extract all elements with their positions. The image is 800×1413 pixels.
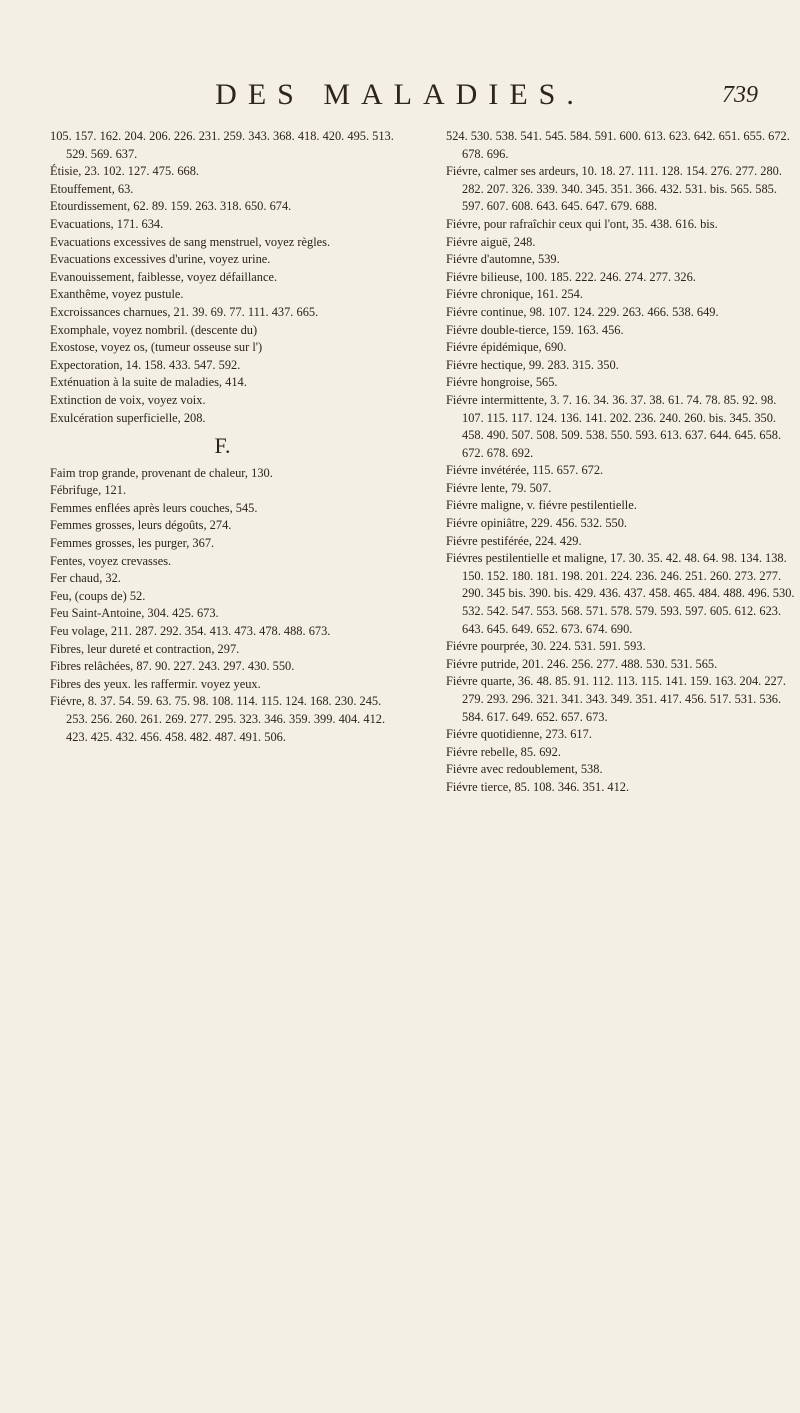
index-entry: Fiévre double-tierce, 159. 163. 456. [446, 322, 624, 337]
index-entry: Fiévre hectique, 99. 283. 315. 350. [446, 357, 619, 372]
index-entry: 524. 530. 538. 541. 545. 584. 591. 600. 613. 623. 642. 651. 655. 672. 678. 696. [446, 129, 790, 161]
index-entry: Fiévre chronique, 161. 254. [446, 287, 583, 302]
index-entry: Fiévre, pour rafraîchir ceux qui l'ont, 35. 438. 616. bis. [446, 216, 718, 231]
index-entry: 105. 157. 162. 204. 206. 226. 231. 259. 343. 368. 418. 420. 495. 513. 529. 569. 637. [50, 129, 394, 161]
page-number: 739 [722, 82, 758, 108]
index-entry: Extinction de voix, voyez voix. [50, 392, 206, 407]
right-column [446, 128, 796, 797]
index-entry: Exténuation à la suite de maladies, 414. [50, 375, 247, 390]
index-entry: Fiévres pestilentielle et maligne, 17. 30. 35. 42. 48. 64. 98. 134. 138. 150. 152. 180. 181. 198. 201. 224. 236. 246. 251. 260. 273. 277. 290. 345 bis. 390. bis. 429. 436. 437. 458. 465. 484. 488. 496. 530. 532. 542. 547. 553. 568. 571. 578. 579. 593. 597. 605. 612. 623. 643. 645. 649. 652. 673. 674. 690. [446, 551, 795, 636]
index-entry: Fiévre tierce, 85. 108. 346. 351. 412. [446, 779, 630, 794]
index-entry: Fiévre, calmer ses ardeurs, 10. 18. 27. 111. 128. 154. 276. 277. 280. 282. 207. 326. 339. 340. 345. 351. 366. 432. 531. bis. 565. 585. 597. 607. 608. 643. 645. 647. 679. 688. [446, 164, 782, 214]
section-letter-f: F. [214, 433, 231, 459]
index-entry: Evacuations, 171. 634. [50, 216, 164, 231]
index-entry: Exanthême, voyez pustule. [50, 287, 184, 302]
index-entry: Femmes enflées après leurs couches, 545. [50, 500, 258, 515]
index-entry: Fiévre hongroise, 565. [446, 375, 558, 390]
index-entry: Fiévre lente, 79. 507. [446, 480, 552, 495]
index-entry: Fentes, voyez crevasses. [50, 553, 172, 568]
index-entry: Fiévre pourprée, 30. 224. 531. 591. 593. [446, 639, 646, 654]
index-entry: Evanouissement, faiblesse, voyez défaillance. [50, 269, 278, 284]
index-entry: Fiévre continue, 98. 107. 124. 229. 263. 466. 538. 649. [446, 304, 719, 319]
index-entry: Excroissances charnues, 21. 39. 69. 77. 111. 437. 665. [50, 304, 319, 319]
index-entry: Fiévre d'automne, 539. [446, 252, 560, 267]
index-entry: Fiévre quotidienne, 273. 617. [446, 727, 592, 742]
index-entry: Fiévre putride, 201. 246. 256. 277. 488. 530. 531. 565. [446, 656, 718, 671]
index-entry: Feu Saint-Antoine, 304. 425. 673. [50, 606, 219, 621]
index-entry: Etourdissement, 62. 89. 159. 263. 318. 650. 674. [50, 199, 292, 214]
index-entry: Fiévre bilieuse, 100. 185. 222. 246. 274. 277. 326. [446, 269, 696, 284]
index-entry: Fiévre maligne, v. fiévre pestilentielle. [446, 498, 637, 513]
index-entry: Fiévre quarte, 36. 48. 85. 91. 112. 113. 115. 141. 159. 163. 204. 227. 279. 293. 296. 321. 341. 343. 349. 351. 417. 456. 517. 531. 536. 584. 617. 649. 652. 657. 673. [446, 674, 787, 724]
index-entry: Fiévre épidémique, 690. [446, 340, 567, 355]
entries-right-list [446, 128, 796, 797]
index-entry: Fiévre intermittente, 3. 7. 16. 34. 36. 37. 38. 61. 74. 78. 85. 92. 98. 107. 115. 117. 124. 136. 141. 202. 236. 240. 260. bis. 345. 350. 458. 490. 507. 508. 509. 538. 550. 593. 613. 637. 644. 645. 658. 672. 678. 692. [446, 392, 782, 460]
index-entry: Fibres, leur dureté et contraction, 297. [50, 641, 240, 656]
left-column [50, 128, 395, 746]
index-entry: Feu, (coups de) 52. [50, 588, 146, 603]
index-entry: Evacuations excessives d'urine, voyez urine. [50, 252, 271, 267]
index-entry: Femmes grosses, leurs dégoûts, 274. [50, 518, 232, 533]
entries-f-list [50, 465, 395, 747]
index-entry: Fiévre pestiférée, 224. 429. [446, 533, 582, 548]
index-entry: Fiévre invétérée, 115. 657. 672. [446, 463, 604, 478]
index-entry: Fiévre aiguë, 248. [446, 234, 536, 249]
entries-e-list [50, 128, 395, 427]
index-entry: Femmes grosses, les purger, 367. [50, 536, 215, 551]
index-entry: Evacuations excessives de sang menstruel, voyez règles. [50, 234, 331, 249]
index-entry: Fiévre rebelle, 85. 692. [446, 744, 561, 759]
index-entry: Feu volage, 211. 287. 292. 354. 413. 473. 478. 488. 673. [50, 624, 331, 639]
index-entry: Exulcération superficielle, 208. [50, 410, 206, 425]
index-entry: Etouffement, 63. [50, 181, 134, 196]
index-entry: Fer chaud, 32. [50, 571, 121, 586]
index-entry: Fébrifuge, 121. [50, 483, 127, 498]
index-entry: Fibres relâchées, 87. 90. 227. 243. 297. 430. 550. [50, 659, 295, 674]
index-entry: Exomphale, voyez nombril. (descente du) [50, 322, 258, 337]
running-header [0, 78, 800, 118]
index-entry: Fiévre, 8. 37. 54. 59. 63. 75. 98. 108. 114. 115. 124. 168. 230. 245. 253. 256. 260. 261. 269. 277. 295. 323. 346. 359. 399. 404. 412. 423. 425. 432. 456. 458. 482. 487. 491. 506. [50, 694, 386, 744]
running-title: DES MALADIES. [215, 78, 585, 111]
index-entry: Fiévre avec redoublement, 538. [446, 762, 603, 777]
index-entry: Fibres des yeux. les raffermir. voyez yeux. [50, 676, 261, 691]
index-entry: Faim trop grande, provenant de chaleur, 130. [50, 465, 273, 480]
index-entry: Exostose, voyez os, (tumeur osseuse sur l') [50, 340, 263, 355]
index-entry: Fiévre opiniâtre, 229. 456. 532. 550. [446, 516, 628, 531]
index-entry: Étisie, 23. 102. 127. 475. 668. [50, 164, 200, 179]
index-entry: Expectoration, 14. 158. 433. 547. 592. [50, 357, 241, 372]
